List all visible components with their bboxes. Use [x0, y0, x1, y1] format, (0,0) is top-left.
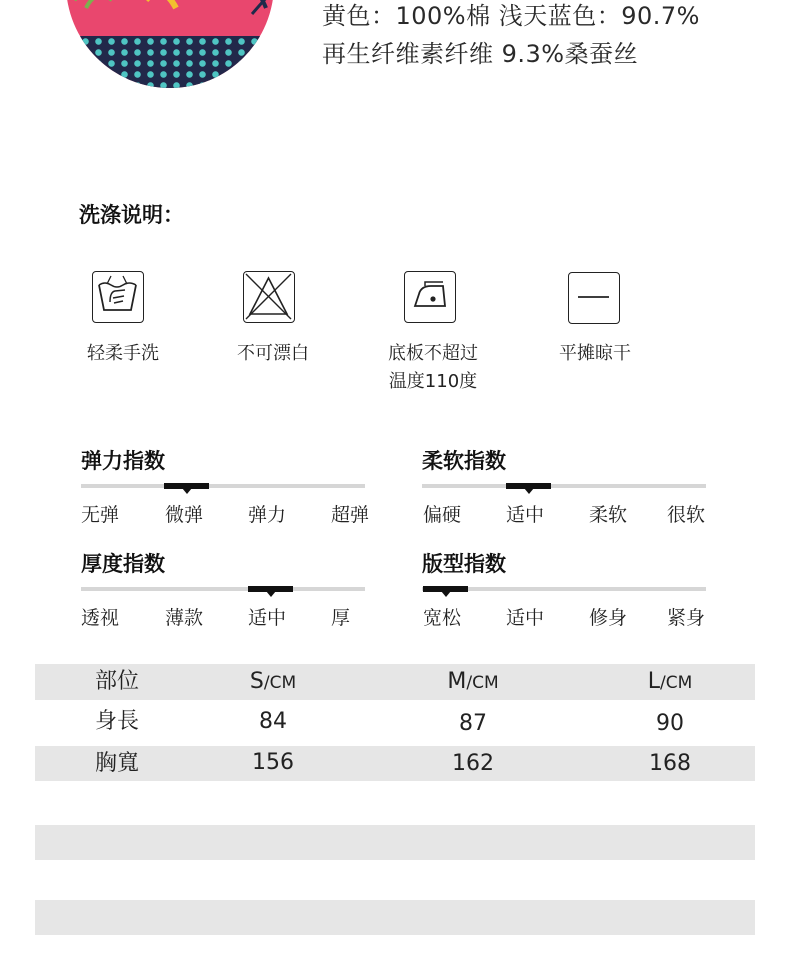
fabric-swatch-image [66, 0, 274, 88]
table-cell: 162 [452, 751, 494, 776]
hand-wash-icon [92, 271, 144, 323]
fit-option: 修身 [589, 607, 628, 629]
softness-index-title: 柔软指数 [422, 449, 506, 473]
material-line-2: 再生纤维素纤维 9.3%桑蚕丝 [322, 40, 639, 68]
no-bleach-label: 不可漂白 [237, 343, 309, 364]
table-cell: 156 [252, 750, 294, 775]
thickness-option: 适中 [248, 607, 287, 629]
elasticity-option: 无弹 [81, 504, 120, 526]
softness-option: 偏硬 [423, 504, 462, 526]
thickness-index-marker [248, 586, 293, 592]
empty-table-row [35, 900, 755, 935]
header-size-l: L/CM [647, 669, 693, 694]
thickness-index-track [81, 587, 365, 591]
header-part: 部位 [94, 669, 139, 694]
elasticity-index-title: 弹力指数 [81, 449, 165, 473]
elasticity-index-track [81, 484, 365, 488]
fit-option: 适中 [506, 607, 545, 629]
table-cell: 87 [459, 711, 487, 736]
wash-instructions-title: 洗涤说明： [79, 203, 184, 227]
fit-index-title: 版型指数 [422, 552, 506, 576]
header-size-m: M/CM [447, 669, 499, 694]
material-line-1: 黄色：100%棉 浅天蓝色：90.7% [322, 2, 700, 30]
table-cell: 84 [259, 709, 287, 734]
dry-flat-icon [568, 272, 620, 324]
elasticity-option: 微弹 [165, 504, 204, 526]
softness-option: 适中 [506, 504, 545, 526]
elasticity-index-marker [164, 483, 209, 489]
softness-option: 柔软 [589, 504, 628, 526]
no-bleach-icon [243, 271, 295, 323]
elasticity-option: 超弹 [331, 504, 370, 526]
thickness-option: 厚 [331, 607, 351, 629]
fit-option: 宽松 [423, 607, 462, 629]
table-cell: 身長 [94, 709, 139, 734]
thickness-index-title: 厚度指数 [81, 552, 165, 576]
softness-index-track [422, 484, 706, 488]
thickness-option: 透视 [81, 607, 120, 629]
softness-index-marker [506, 483, 551, 489]
fit-index-track [422, 587, 706, 591]
softness-option: 很软 [667, 504, 706, 526]
dry-flat-label: 平摊晾干 [559, 343, 631, 364]
table-cell: 90 [656, 711, 684, 736]
table-row [35, 746, 755, 781]
iron-low-icon [404, 271, 456, 323]
table-cell: 168 [649, 751, 691, 776]
header-size-s: S/CM [249, 669, 297, 694]
fit-index-marker [423, 586, 468, 592]
empty-table-row [35, 825, 755, 860]
hand-wash-label: 轻柔手洗 [87, 343, 159, 364]
iron-label-line-1: 底板不超过 [388, 343, 478, 364]
elasticity-option: 弹力 [248, 504, 287, 526]
iron-label-line-2: 温度110度 [388, 371, 478, 392]
size-table [35, 664, 755, 781]
table-header-row [35, 664, 755, 700]
fit-option: 紧身 [667, 607, 706, 629]
table-cell: 胸寬 [94, 751, 139, 776]
table-row [35, 700, 755, 746]
thickness-option: 薄款 [165, 607, 204, 629]
